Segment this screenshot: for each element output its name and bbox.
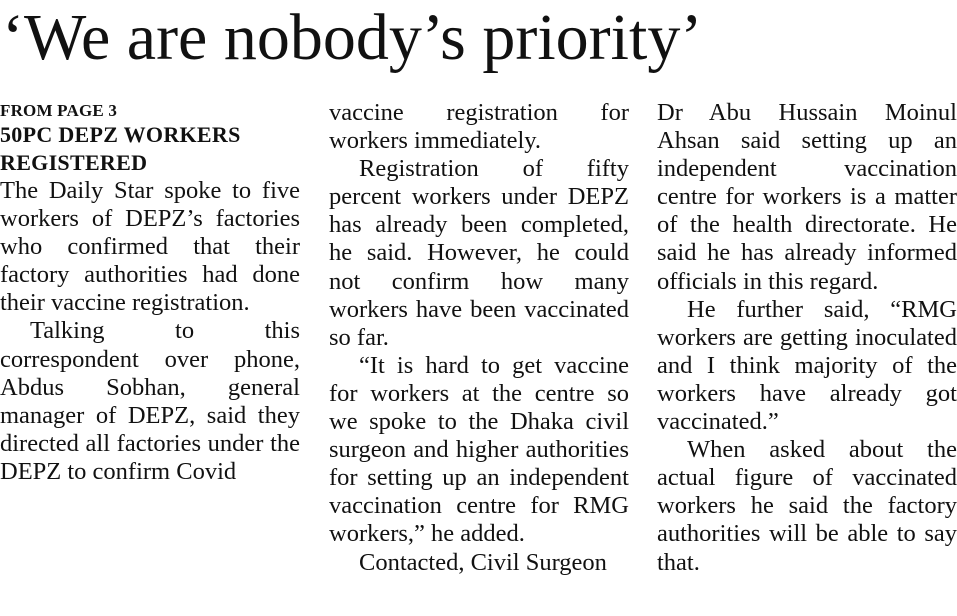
article-column-3 xyxy=(657,99,957,577)
paragraph: Contacted, Civil Surgeon xyxy=(359,548,607,576)
subheadline: 50PC DEPZ WORKERS REGISTERED xyxy=(0,122,241,175)
paragraph: The Daily Star spoke to five workers of DEPZ’s factories who confirmed that their factory authorities had done their vaccine registration. xyxy=(0,177,300,317)
column-2-body xyxy=(329,99,629,577)
paragraph: He further said, “RMG workers are getting inoculated and I think majority of the workers have already got vaccinated.” xyxy=(657,295,957,436)
paragraph: Registration of fifty percent workers under DEPZ has already been completed, he said. However, he could not confirm how many workers have been vaccinated so far. xyxy=(329,155,629,351)
headline: ‘We are nobody’s priority’ xyxy=(2,1,703,74)
paragraph: vaccine registration for workers immediately. xyxy=(329,99,629,155)
column-1-body xyxy=(0,177,300,486)
article-column-1 xyxy=(0,99,300,486)
paragraph: Dr Abu Hussain Moinul Ahsan said setting up an independent vaccination centre for workers is a matter of the health directorate. He said he has already informed officials in this regard. xyxy=(657,99,957,295)
kicker-from-page: FROM PAGE 3 xyxy=(0,101,118,120)
paragraph: “It is hard to get vaccine for workers at the centre so we spoke to the Dhaka civil surgeon and higher authorities for setting up an independent vaccination centre for RMG workers,” he added. xyxy=(329,351,629,548)
paragraph: When asked about the actual figure of vaccinated workers he said the factory authorities will be able to say that. xyxy=(657,436,957,576)
paragraph: Talking to this correspondent over phone, Abdus Sobhan, general manager of DEPZ, said they directed all factories under the DEPZ to confirm Covid xyxy=(0,317,300,485)
article-column-2 xyxy=(329,99,629,577)
column-3-body xyxy=(657,99,957,577)
